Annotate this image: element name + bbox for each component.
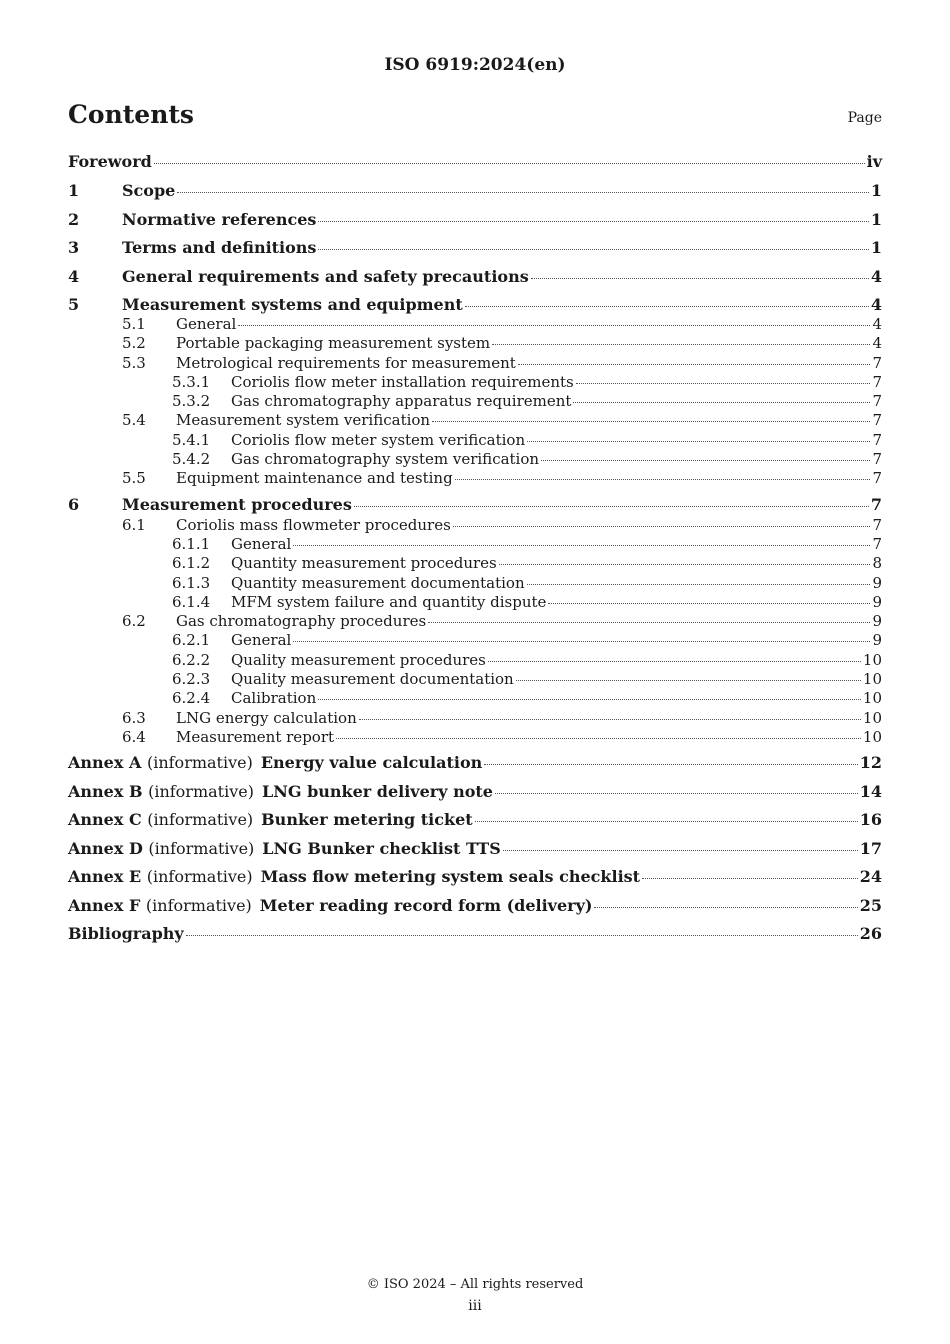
toc-page: 10 xyxy=(862,670,882,689)
dot-leader xyxy=(359,719,861,720)
toc-title: Quality measurement documentation xyxy=(231,670,514,689)
toc-entry-annex-b[interactable] xyxy=(68,782,882,811)
toc-number: 5.2 xyxy=(122,334,146,353)
toc-number: 6.4 xyxy=(122,727,146,746)
toc-number: 2 xyxy=(68,209,80,229)
toc-title: Terms and definitions xyxy=(122,238,317,257)
toc-number: 5.1 xyxy=(122,315,146,333)
toc-entry-5-3-2[interactable] xyxy=(68,392,882,411)
toc-number: 6.1.4 xyxy=(172,592,211,611)
dot-leader xyxy=(177,192,869,193)
toc-page: 9 xyxy=(872,573,882,592)
toc-title: Energy value calculation xyxy=(260,753,483,773)
toc-entry-5[interactable] xyxy=(68,295,882,315)
toc-entry-6-2[interactable] xyxy=(68,612,882,631)
toc-title: Quality measurement procedures xyxy=(231,650,486,669)
toc-page: 7 xyxy=(872,353,882,372)
toc-title: Measurement report xyxy=(176,727,335,746)
toc-entry-5-1[interactable] xyxy=(68,315,882,334)
dot-leader xyxy=(336,738,861,739)
toc-entry-6-3[interactable] xyxy=(68,709,882,728)
document-id: ISO 6919:2024(en) xyxy=(384,55,566,75)
toc-page: 7 xyxy=(872,534,882,553)
dot-leader xyxy=(432,421,870,422)
toc-page: 7 xyxy=(872,515,882,534)
toc-number: 5 xyxy=(68,295,80,314)
toc-entry-2[interactable] xyxy=(68,210,882,239)
toc-title: Measurement systems and equipment xyxy=(122,295,463,314)
toc-entry-6-1-3[interactable] xyxy=(68,574,882,593)
toc-title: Meter reading record form (delivery) xyxy=(259,895,593,915)
toc-page: 4 xyxy=(872,315,882,333)
dot-leader xyxy=(499,564,871,565)
toc-number: 6.2.4 xyxy=(172,689,211,708)
copyright-notice: © ISO 2024 – All rights reserved xyxy=(366,1277,584,1292)
toc-title: Mass flow metering system seals checklist xyxy=(260,867,641,887)
toc-title: LNG energy calculation xyxy=(176,708,357,727)
dot-leader xyxy=(465,306,869,307)
dot-leader xyxy=(154,163,865,164)
toc-number: 6.3 xyxy=(122,708,146,727)
annex-type: (informative) xyxy=(146,867,253,887)
toc-entry-5-4[interactable] xyxy=(68,411,882,430)
page-column-label: Page xyxy=(847,110,882,126)
toc-page: 12 xyxy=(859,753,882,773)
toc-page: 1 xyxy=(870,238,882,257)
toc-title: Equipment maintenance and testing xyxy=(176,469,453,488)
toc-page: 7 xyxy=(872,392,882,411)
toc-page: 4 xyxy=(872,334,882,353)
toc-title: General xyxy=(231,534,292,553)
annex-type: (informative) xyxy=(146,753,253,773)
dot-leader xyxy=(318,249,868,250)
toc-title: Bunker metering ticket xyxy=(261,810,473,830)
toc-number: 6.2 xyxy=(122,612,146,631)
toc-entry-6-4[interactable] xyxy=(68,728,882,747)
toc-title: Portable packaging measurement system xyxy=(176,334,491,353)
toc-number: 5.3 xyxy=(122,353,146,372)
annex-label: Annex F xyxy=(68,895,141,915)
page-number: iii xyxy=(468,1298,482,1314)
toc-entry-annex-c[interactable] xyxy=(68,810,882,839)
toc-title: Bibliography xyxy=(68,924,184,944)
dot-leader xyxy=(293,545,870,546)
toc-page: 10 xyxy=(862,650,882,669)
toc-page: 1 xyxy=(870,181,882,200)
dot-leader xyxy=(518,364,871,365)
dot-leader xyxy=(453,526,871,527)
dot-leader xyxy=(527,441,870,442)
dot-leader xyxy=(488,661,861,662)
dot-leader xyxy=(354,506,869,507)
toc-entry-6-2-4[interactable] xyxy=(68,689,882,708)
toc-entry-annex-e[interactable] xyxy=(68,867,882,896)
dot-leader xyxy=(642,878,858,879)
toc-number: 6.2.3 xyxy=(172,670,211,689)
dot-leader xyxy=(548,603,870,604)
toc-number: 5.3.2 xyxy=(172,392,211,411)
toc-number: 6.1 xyxy=(122,515,146,534)
toc-page: 1 xyxy=(870,209,882,229)
annex-label: Annex E xyxy=(68,867,142,887)
toc-number: 6.2.1 xyxy=(172,631,211,650)
toc-number: 4 xyxy=(68,266,80,286)
dot-leader xyxy=(495,793,858,794)
toc-title: General xyxy=(231,631,292,650)
dot-leader xyxy=(428,622,870,623)
toc-page: 7 xyxy=(872,411,882,430)
dot-leader xyxy=(516,680,861,681)
toc-entry-6-2-1[interactable] xyxy=(68,631,882,650)
toc-entry-5-3-1[interactable] xyxy=(68,373,882,392)
toc-title: Scope xyxy=(122,181,176,200)
toc-page: iv xyxy=(866,152,882,171)
toc-title: General requirements and safety precautions xyxy=(122,266,529,286)
toc-entry-5-5[interactable] xyxy=(68,469,882,488)
toc-entry-6-1[interactable] xyxy=(68,516,882,535)
toc-page: 25 xyxy=(859,895,882,915)
dot-leader xyxy=(492,344,870,345)
toc-number: 6.1.2 xyxy=(172,554,211,573)
toc-entry-6[interactable] xyxy=(68,495,882,516)
toc-number: 5.4.1 xyxy=(172,430,211,449)
contents-title: Contents xyxy=(68,100,195,129)
toc-title: Normative references xyxy=(122,209,317,229)
toc-title: General xyxy=(176,315,237,333)
toc-page: 7 xyxy=(872,450,882,469)
toc-entry-bibliography[interactable] xyxy=(68,924,882,953)
toc-entry-6-2-3[interactable] xyxy=(68,670,882,689)
toc-title: MFM system failure and quantity dispute xyxy=(231,592,547,611)
toc-title: Quantity measurement documentation xyxy=(231,573,525,592)
dot-leader xyxy=(238,325,870,326)
table-of-contents xyxy=(68,152,882,953)
toc-page: 17 xyxy=(859,838,882,858)
toc-page: 10 xyxy=(862,689,882,708)
toc-entry-5-2[interactable] xyxy=(68,334,882,353)
dot-leader xyxy=(573,402,870,403)
annex-type: (informative) xyxy=(147,810,254,830)
dot-leader xyxy=(475,821,858,822)
toc-number: 6.1.3 xyxy=(172,573,211,592)
toc-title: Measurement procedures xyxy=(122,494,352,514)
annex-type: (informative) xyxy=(148,781,254,801)
toc-entry-6-2-2[interactable] xyxy=(68,651,882,670)
toc-page: 10 xyxy=(862,708,882,727)
dot-leader xyxy=(455,479,871,480)
toc-title: Coriolis mass flowmeter procedures xyxy=(176,515,451,534)
dot-leader xyxy=(541,460,870,461)
toc-number: 6.2.2 xyxy=(172,650,211,669)
toc-entry-1[interactable] xyxy=(68,181,882,210)
toc-page: 4 xyxy=(870,295,882,314)
toc-page: 7 xyxy=(872,430,882,449)
toc-number: 6 xyxy=(68,494,80,514)
toc-page: 26 xyxy=(859,924,882,944)
toc-number: 1 xyxy=(68,181,80,200)
toc-entry-3[interactable] xyxy=(68,238,882,267)
toc-title: Metrological requirements for measurement xyxy=(176,353,516,372)
dot-leader xyxy=(318,221,868,222)
toc-page: 8 xyxy=(872,554,882,573)
dot-leader xyxy=(527,584,871,585)
toc-page: 14 xyxy=(859,781,882,801)
toc-page: 7 xyxy=(872,469,882,488)
toc-entry-6-1-2[interactable] xyxy=(68,554,882,573)
toc-title: Quantity measurement procedures xyxy=(231,554,497,573)
toc-title: Coriolis flow meter installation requirements xyxy=(231,372,574,391)
toc-title: Gas chromatography procedures xyxy=(176,612,427,631)
toc-entry-5-3[interactable] xyxy=(68,354,882,373)
toc-page: 9 xyxy=(872,612,882,631)
toc-title: Gas chromatography apparatus requirement xyxy=(231,392,572,411)
dot-leader xyxy=(594,907,857,908)
annex-label: Annex C xyxy=(68,810,142,830)
dot-leader xyxy=(576,383,871,384)
toc-number: 5.4.2 xyxy=(172,450,211,469)
toc-page: 4 xyxy=(870,266,882,286)
annex-label: Annex B xyxy=(68,781,143,801)
dot-leader xyxy=(484,764,857,765)
toc-title: Foreword xyxy=(68,152,152,171)
toc-entry-6-1-4[interactable] xyxy=(68,593,882,612)
toc-page: 24 xyxy=(859,867,882,887)
toc-number: 5.5 xyxy=(122,469,146,488)
toc-entry-annex-f[interactable] xyxy=(68,896,882,925)
toc-entry-6-1-1[interactable] xyxy=(68,535,882,554)
toc-page: 16 xyxy=(859,810,882,830)
toc-number: 5.3.1 xyxy=(172,372,211,391)
toc-page: 9 xyxy=(872,592,882,611)
annex-type: (informative) xyxy=(148,838,255,858)
annex-label: Annex D xyxy=(68,838,143,858)
toc-entry-annex-a[interactable] xyxy=(68,753,882,782)
toc-entry-annex-d[interactable] xyxy=(68,839,882,868)
toc-entry-4[interactable] xyxy=(68,267,882,296)
toc-title: LNG Bunker checklist TTS xyxy=(262,838,501,858)
toc-page: 9 xyxy=(872,631,882,650)
toc-number: 3 xyxy=(68,238,80,257)
toc-page: 7 xyxy=(870,494,882,514)
toc-title: Coriolis flow meter system verification xyxy=(231,430,526,449)
dot-leader xyxy=(186,935,858,936)
toc-entry-foreword[interactable] xyxy=(68,152,882,181)
toc-title: Gas chromatography system verification xyxy=(231,450,540,469)
toc-title: LNG bunker delivery note xyxy=(261,781,493,801)
toc-title: Calibration xyxy=(231,689,317,708)
dot-leader xyxy=(531,278,869,279)
toc-entry-5-4-1[interactable] xyxy=(68,431,882,450)
annex-label: Annex A xyxy=(68,753,142,773)
dot-leader xyxy=(318,699,861,700)
toc-number: 5.4 xyxy=(122,411,146,430)
toc-page: 10 xyxy=(862,727,882,746)
toc-number: 6.1.1 xyxy=(172,534,211,553)
dot-leader xyxy=(503,850,858,851)
toc-page: 7 xyxy=(872,372,882,391)
annex-type: (informative) xyxy=(145,895,252,915)
toc-title: Measurement system verification xyxy=(176,411,431,430)
toc-entry-5-4-2[interactable] xyxy=(68,450,882,469)
dot-leader xyxy=(293,641,870,642)
